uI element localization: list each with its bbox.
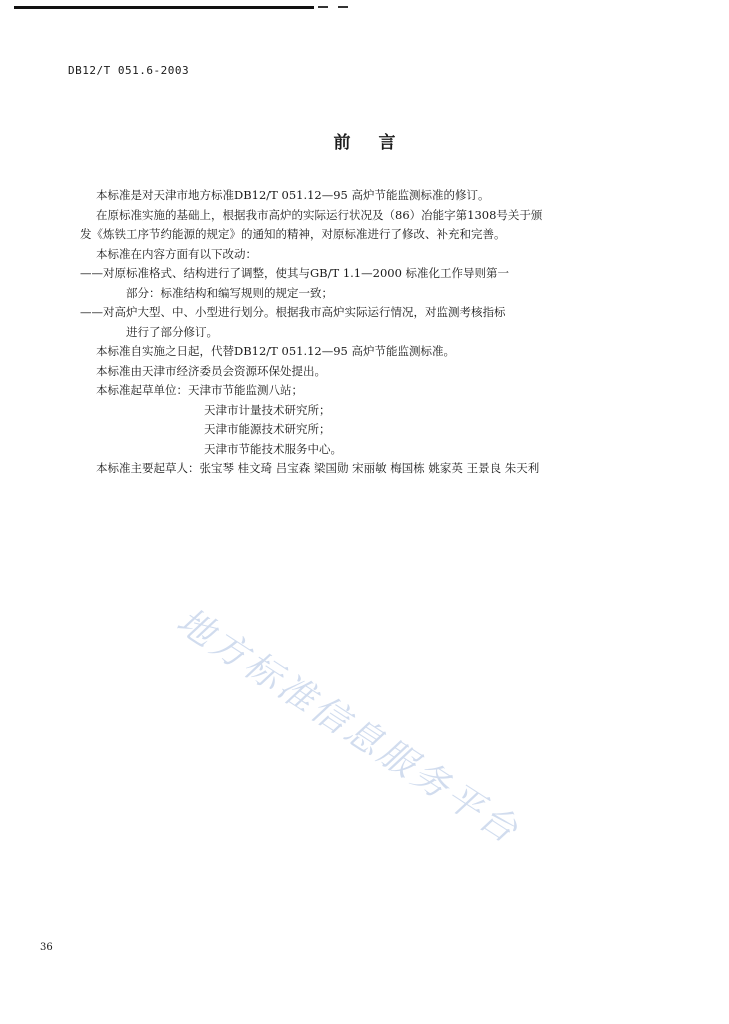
paragraph-line: 本标准是对天津市地方标准DB12/T 051.12—95 高炉节能监测标准的修订。 (96, 188, 490, 202)
page-number: 36 (40, 942, 53, 953)
drafting-unit: 天津市能源技术研究所； (204, 422, 331, 436)
top-rule (14, 6, 314, 9)
list-item-continuation: 进行了部分修订。 (126, 324, 218, 339)
drafting-unit: 天津市计量技术研究所； (204, 402, 331, 417)
list-item: ——对原标准格式、结构进行了调整，使其与GB/T 1.1—2000 标准化工作导则第一 (80, 266, 510, 280)
drafters-line: 本标准主要起草人：张宝琴 桂文琦 吕宝森 梁国勋 宋丽敏 梅国栋 姚家英 王景良 朱天利 (96, 461, 540, 475)
standard-code: DB12/T 051.6-2003 (68, 64, 190, 77)
top-rule-segment (318, 6, 328, 8)
paragraph-line: 本标准在内容方面有以下改动： (96, 246, 257, 261)
drafting-units-line: 本标准起草单位：天津市节能监测八站； (96, 383, 303, 397)
list-item-continuation: 部分：标准结构和编写规则的规定一致； (126, 285, 333, 300)
drafting-unit: 天津市节能技术服务中心。 (204, 441, 342, 456)
paragraph-line: 发《炼铁工序节约能源的规定》的通知的精神，对原标准进行了修改、补充和完善。 (80, 227, 506, 241)
foreword-body (80, 186, 636, 479)
paragraph-line: 在原标准实施的基础上，根据我市高炉的实际运行状况及（86）冶能字第1308号关于颁 (96, 207, 543, 222)
top-rule-segment (338, 6, 348, 8)
paragraph-line: 本标准由天津市经济委员会资源环保处提出。 (96, 363, 326, 378)
page-title: 前言 (333, 133, 424, 153)
list-item: ——对高炉大型、中、小型进行划分。根据我市高炉实际运行情况，对监测考核指标 (80, 305, 506, 319)
paragraph-line: 本标准自实施之日起，代替DB12/T 051.12—95 高炉节能监测标准。 (96, 344, 456, 358)
watermark: 地方标准信息服务平台 (169, 600, 528, 853)
